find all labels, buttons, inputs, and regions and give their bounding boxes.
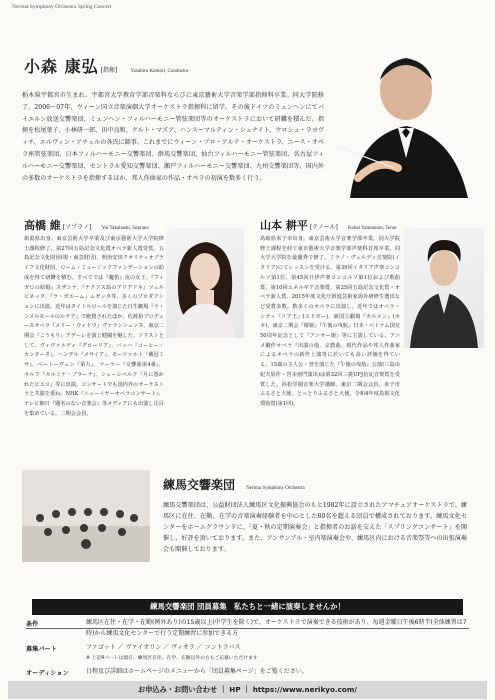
concert-header: Nerima Symphony Orchestra Spring Concert <box>12 4 112 10</box>
tenor-bio: 鳥取県米子市出身。東京芸術大学音楽学部卒業。同大学院修士課程を経て東京藝術大学音楽学部声楽科首席卒業。同大学大学院を最優秀で修了。ミラノ・ヴェルディ音楽院(イタリア)にてレッスンを受ける。第39回イタリア声楽コンコルソ第1位、第45回日伊声楽コンコルソ第1位および歌曲賞、第10回エネルギア音楽賞、第25回五島記念文化賞・オペラ新人賞、2015年度文化庁新進芸術家海外研修生選出など受賞多数。数多くのオペラに出演し、近年ではオペラ・シティ『リア王』(エドガー)、新国立劇場『カルメン』(ホセ)、東京二期会『椿姫』『午後の曳航』日本・ベトナム国交50周年記念として『アニオー姫』等に主演している。アニメ劇作オペラ『出演の他、宗教曲、現代作品や邦人作曲家によるオペラの新作上演等に於いても高い評価を得ている。15歳の主人公・登を演じた『午後の曳航』公演(三島由紀夫原作・宮本亜門演出)は第32回三菱UFJ信託音楽賞を受賞した。浜松学園音楽大学講師、東京二期会会員。米子市ふるさと大使、とっとりふるさと大使。令和4年度鳥取文化奨励賞(第1回)。 <box>260 236 400 407</box>
orchestra-photo-illustration <box>22 470 150 562</box>
contact-footer[interactable]: お申込み・お問い合わせ ｜ HP ｜ https://www.nerikyo.com/ <box>8 681 487 699</box>
tenor-heading <box>260 214 397 233</box>
recruit-text-audition: 日程及び詳細はホームページのメニューから「団員募集ページ」をご覧ください。 <box>86 668 308 675</box>
conductor-bio: 栃木県宇都宮市生まれ。宇都宮大学教育学部音楽科ならびに東京藝術大学音楽学部指揮科卒業。同大学院修了。2006〜07年、ウィーン国立音楽演劇大学オーケストラ指揮科に留学。その後ドイツのミュンヘンにてバイエルン放送交響楽団、ミュンヘン・フィルハーモニー管弦楽団等のオーケストラにおいて研鑽を積んだ。指揮を松尾葉子、小林研一郎、田中良和、クルト・マズア、ハンスーマルティン・シュナイト、ウロシュ・ラヨヴィチ、エルヴィン・アチェルの各氏に師事。これまでにウィーン・プロ・アルテ・オーケストラ、ニース・オペラ座管弦楽団、日本フィルハーモニー交響楽団、群馬交響楽団、仙台フィルハーモニー管弦楽団、名古屋フィルハーモニー交響楽団、セントラル愛知交響楽団、瀬戸フィルハーモニー交響楽団、九州交響楽団等、国内外の多数のオーケストラを指揮するほか、邦人作曲家の作品・オペラの初演を数多く行う。 <box>22 92 324 182</box>
soprano-portrait-illustration <box>166 228 244 338</box>
soprano-heading <box>24 214 149 233</box>
orchestra-bio-box <box>163 500 467 555</box>
tenor-roman: Kohei Yamamoto, Tenor <box>347 226 397 231</box>
soprano-bio-box <box>24 235 164 419</box>
tenor-photo <box>404 228 484 348</box>
conductor-role: [指揮] <box>100 67 118 74</box>
recruit-label-condition: 条件 <box>26 621 39 628</box>
orchestra-name: 練馬交響楽団 <box>163 478 236 492</box>
orchestra-bio: 練馬交響楽団は、公益財団法人練馬区文化振興協会のもと1982年に設立されたアマチュアオーケストラで、練馬区に在住、在勤、在学の音楽演奏経験者を中心とした80名を超える団員で構成されております。練馬文化センターをホームグラウンドに、「夏・秋の定期演奏会」と指揮者のお話を交えた「スプリングコンサート」を開催し、好評を頂いております。また、アンサンブル・室内楽演奏会や、練馬区内における音楽祭等への出張演奏会も開催しております。 <box>163 502 467 553</box>
soprano-bio: 新潟県出身。東京芸術大学卒業及び東京藝術大学大学院修士課程修了。第27回五島記念文化賞オペラ新人賞受賞。五島記念文化財団(現・東急財団)、明治安田クオリティオブライフ文化財団、ローム・ミュージックファンデーションの助成を得て研鑽を積む。すべてでは『魔笛』夜の女王、『フィガロの結婚』スザンナ、『ナクソス島のアリアドネ』ツェルビネッタ、『ラ・ボエーム』ムゼッタ等、多くのプロダクションに出演。近年はタイトルロールを演じた日生劇場『ラ・ンメルモールのルチア』で絶賛されたほか、佐渡裕プロデュースオペラ『メリー・ウィドウ』ヴァランシェンヌ、東京二期会『こうもり』アデーレを演じ健闘を魅した。ソリストとして、ヴィヴァルディ『グローリア』、バッハ『コーヒー・カンタータ』、ヘンデル『メサイア』、モーツァルト『戴冠ミサ』、ベートーヴェン『第九』、マーラー『交響曲第4番』、オルフ『カルミナ・ブラーナ』、シェーンベルク『月に憑かれたピエロ』等に出演。コンサートでも国内外のオーケストラと共演を重ね、NHK『ニューイヤーオペラコンサート』、テレビ朝日『題名のない音楽会』等メディアにも出演し注目を集めている。二期会会員。 <box>24 236 164 417</box>
orchestra-photo <box>22 470 150 562</box>
recruit-text-condition: 練馬区在住・在学・在勤(例外あり)の15歳以上(中学生を除く)で、オーケストラで演奏できる技術があり、毎週金曜日午後6時半(全体練習は7時)から練馬文化センターで行う定期練習に参加できる方 <box>86 619 467 637</box>
recruit-note-parts: ※ 上記4パートは現在、練馬区在住、在学、在勤以外の方もご応募いただけます <box>86 656 258 661</box>
soprano-roman: Yui Takahashi, Soprano <box>101 226 149 231</box>
tenor-bio-box <box>260 235 400 410</box>
tenor-name: 山本 耕平 <box>260 219 308 232</box>
conductor-roman: Yasuhiro Komori, Conductor <box>130 69 189 74</box>
tenor-role: [テノール] <box>309 224 338 231</box>
soprano-role: [ソプラノ] <box>62 224 92 231</box>
soprano-name: 高橋 維 <box>24 219 61 232</box>
recruit-title: 練馬交響楽団 団員募集 私たちと一緒に演奏しませんか！ <box>32 599 463 615</box>
conductor-bio-box <box>22 90 324 184</box>
recruit-label-parts: 募集パート <box>26 646 57 653</box>
conductor-figure-illustration <box>328 28 486 198</box>
conductor-heading <box>24 54 189 77</box>
tenor-portrait-illustration <box>404 228 484 348</box>
soprano-photo <box>166 228 244 338</box>
recruit-label-audition: オーディション <box>26 670 69 677</box>
conductor-name: 小森 康弘 <box>24 57 99 76</box>
conductor-photo <box>328 28 486 198</box>
orchestra-roman: Nerima Symphony Orchestra <box>246 486 305 491</box>
orchestra-heading <box>163 474 305 493</box>
recruit-text-parts: ファゴット ／ ヴァイオリン ／ ヴィオラ ／ コントラバス <box>86 644 241 651</box>
